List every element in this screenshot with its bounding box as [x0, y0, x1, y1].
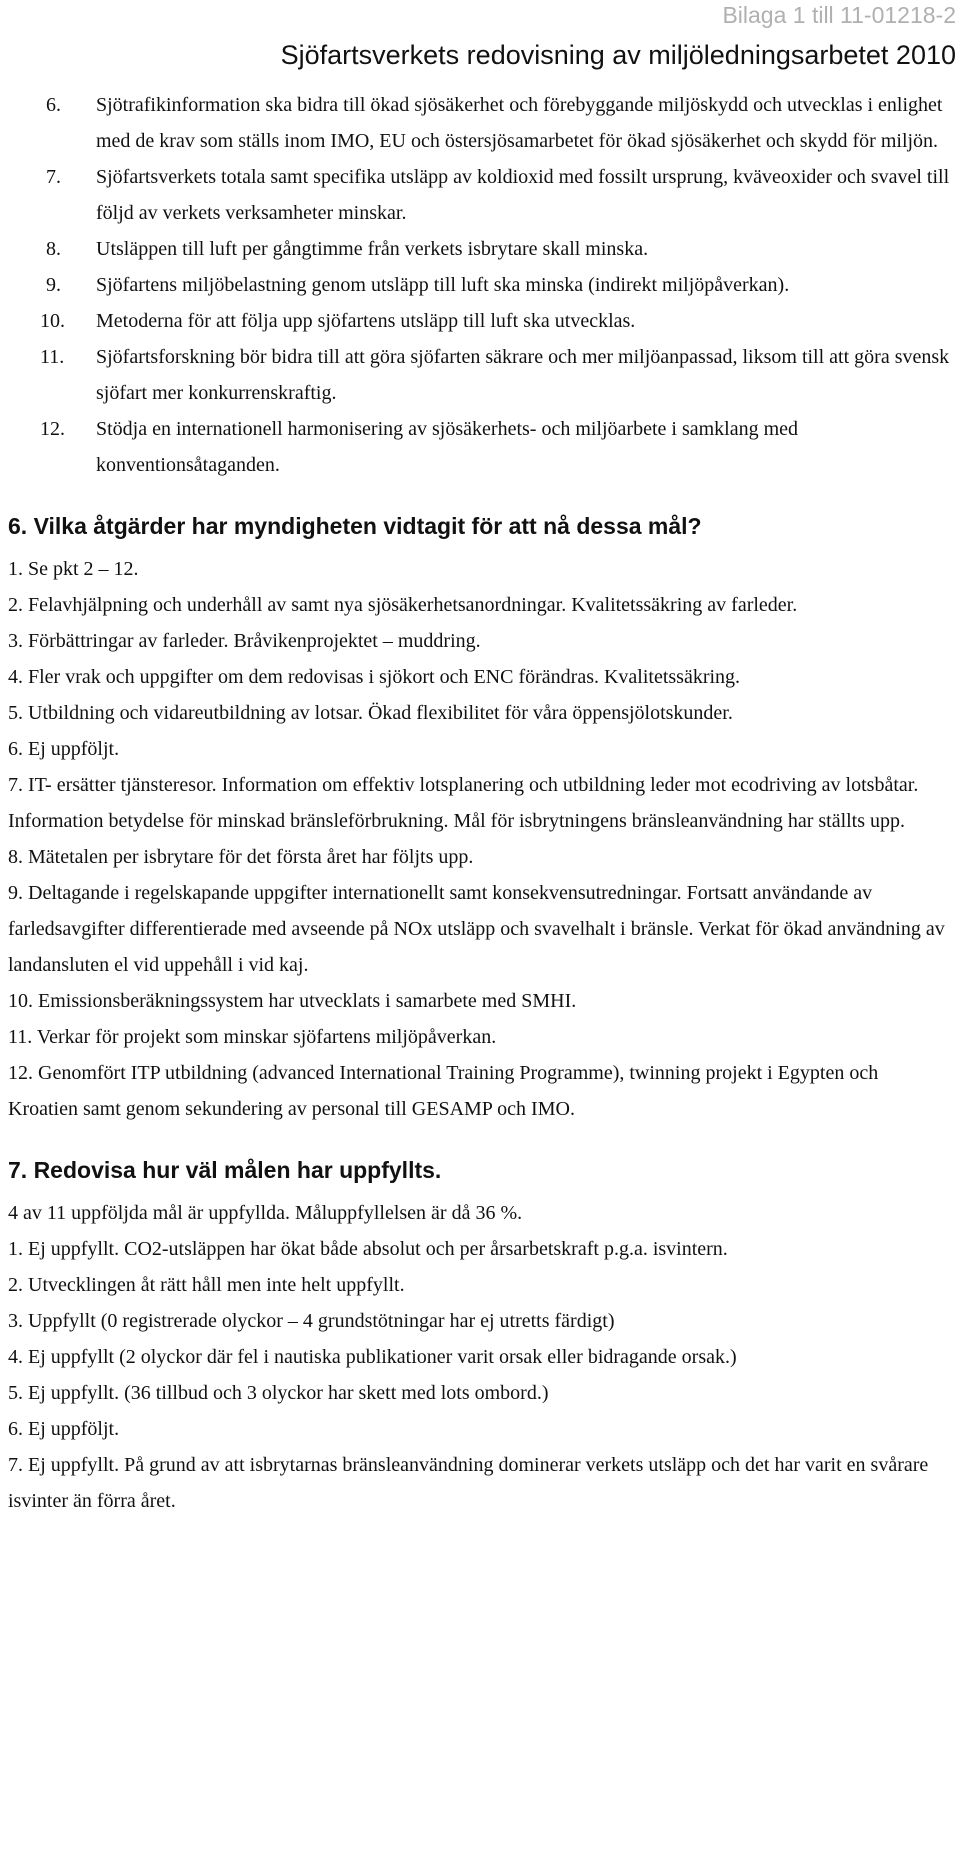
list-item-text: Stödja en internationell harmonisering av sjösäkerhets- och miljöarbete i samklang med konventionsåtaganden. [96, 418, 799, 476]
list-item-text: Sjöfartens miljöbelastning genom utsläpp till luft ska minska (indirekt miljöpåverkan). [96, 274, 790, 296]
section-heading-results: 7. Redovisa hur väl målen har uppfyllts. [8, 1157, 442, 1183]
list-item-number: 10. [40, 310, 65, 332]
list-item-text: Metoderna för att följa upp sjöfartens utsläpp till luft ska utvecklas. [96, 310, 636, 332]
list-item [0, 231, 960, 267]
page-header-title: Sjöfartsverkets redovisning av miljöledningsarbetet 2010 [280, 40, 956, 70]
paragraph: 3. Uppfyllt (0 registrerade olyckor – 4 grundstötningar har ej utretts färdigt) [8, 1310, 615, 1332]
goals-list [0, 87, 960, 483]
list-item-number: 6. [46, 94, 61, 116]
section-heading-measures: 6. Vilka åtgärder har myndigheten vidtagit för att nå dessa mål? [8, 513, 702, 539]
paragraph: 8. Mätetalen per isbrytare för det första året har följts upp. [8, 846, 474, 868]
paragraph: 4. Ej uppfyllt (2 olyckor där fel i nautiska publikationer varit orsak eller bidragande orsak.) [8, 1346, 737, 1368]
paragraph: 2. Felavhjälpning och underhåll av samt nya sjösäkerhetsanordningar. Kvalitetssäkring av farleder. [8, 594, 798, 616]
list-item-text: Sjöfartsforskning bör bidra till att göra sjöfarten säkrare och mer miljöanpassad, liksom till att göra svensk sjöfart mer konkurrenskraftig. [96, 346, 950, 404]
list-item [0, 411, 960, 483]
list-item [0, 159, 960, 231]
paragraph: 2. Utvecklingen åt rätt håll men inte helt uppfyllt. [8, 1274, 405, 1296]
list-item-text: Sjötrafikinformation ska bidra till ökad sjösäkerhet och förebyggande miljöskydd och utvecklas i enlighet med de krav som ställs inom IMO, EU och östersjösamarbetet för ökad sjösäkerhet och skydd för miljön. [96, 94, 943, 152]
paragraph: 7. Ej uppfyllt. På grund av att isbrytarnas bränsleanvändning dominerar verkets utsläpp och det har varit en svårare isvinter än förra året. [8, 1454, 929, 1512]
list-item-number: 9. [46, 274, 61, 296]
paragraph: 6. Ej uppföljt. [8, 1418, 120, 1440]
list-item-number: 12. [40, 418, 65, 440]
paragraph: 4 av 11 uppföljda mål är uppfyllda. Måluppfyllelsen är då 36 %. [8, 1202, 523, 1224]
list-item [0, 303, 960, 339]
list-item [0, 267, 960, 303]
document-body [0, 87, 960, 1519]
list-item-text: Utsläppen till luft per gångtimme från verkets isbrytare skall minska. [96, 238, 649, 260]
list-item [0, 339, 960, 411]
paragraph: 1. Ej uppfyllt. CO2-utsläppen har ökat både absolut och per årsarbetskraft p.g.a. isvintern. [8, 1238, 728, 1260]
list-item-number: 11. [40, 346, 65, 368]
paragraph: 11. Verkar för projekt som minskar sjöfartens miljöpåverkan. [8, 1026, 497, 1048]
list-item-number: 7. [46, 166, 61, 188]
paragraph: 12. Genomfört ITP utbildning (advanced International Training Programme), twinning projekt i Egypten och Kroatien samt genom sekundering av personal till GESAMP och IMO. [8, 1062, 879, 1120]
paragraph: 9. Deltagande i regelskapande uppgifter internationellt samt konsekvensutredningar. Fortsatt användande av farledsavgifter differentierade med avseende på NOx utsläpp och svavelhalt i bränsle. Verkat för ökad användning av landansluten el vid uppehåll i vid kaj. [8, 882, 945, 976]
paragraph: 7. IT- ersätter tjänsteresor. Information om effektiv lotsplanering och utbildning leder mot ecodriving av lotsbåtar. Information betydelse för minskad bränsleförbrukning. Mål för isbrytningens bränsleanvändning har ställts upp. [8, 774, 919, 832]
paragraph: 5. Ej uppfyllt. (36 tillbud och 3 olyckor har skett med lots ombord.) [8, 1382, 549, 1404]
paragraph: 5. Utbildning och vidareutbildning av lotsar. Ökad flexibilitet för våra öppensjölotskunder. [8, 702, 733, 724]
list-item-text: Sjöfartsverkets totala samt specifika utsläpp av koldioxid med fossilt ursprung, kväveoxider och svavel till följd av verkets verksamheter minskar. [96, 166, 950, 224]
paragraph: 3. Förbättringar av farleder. Bråvikenprojektet – muddring. [8, 630, 481, 652]
paragraph: 1. Se pkt 2 – 12. [8, 558, 139, 580]
page-header-ref: Bilaga 1 till 11-01218-2 [722, 2, 956, 28]
list-item-number: 8. [46, 238, 61, 260]
paragraph: 6. Ej uppföljt. [8, 738, 120, 760]
paragraph: 4. Fler vrak och uppgifter om dem redovisas i sjökort och ENC förändras. Kvalitetssäkring. [8, 666, 741, 688]
list-item [0, 87, 960, 159]
paragraph: 10. Emissionsberäkningssystem har utvecklats i samarbete med SMHI. [8, 990, 577, 1012]
